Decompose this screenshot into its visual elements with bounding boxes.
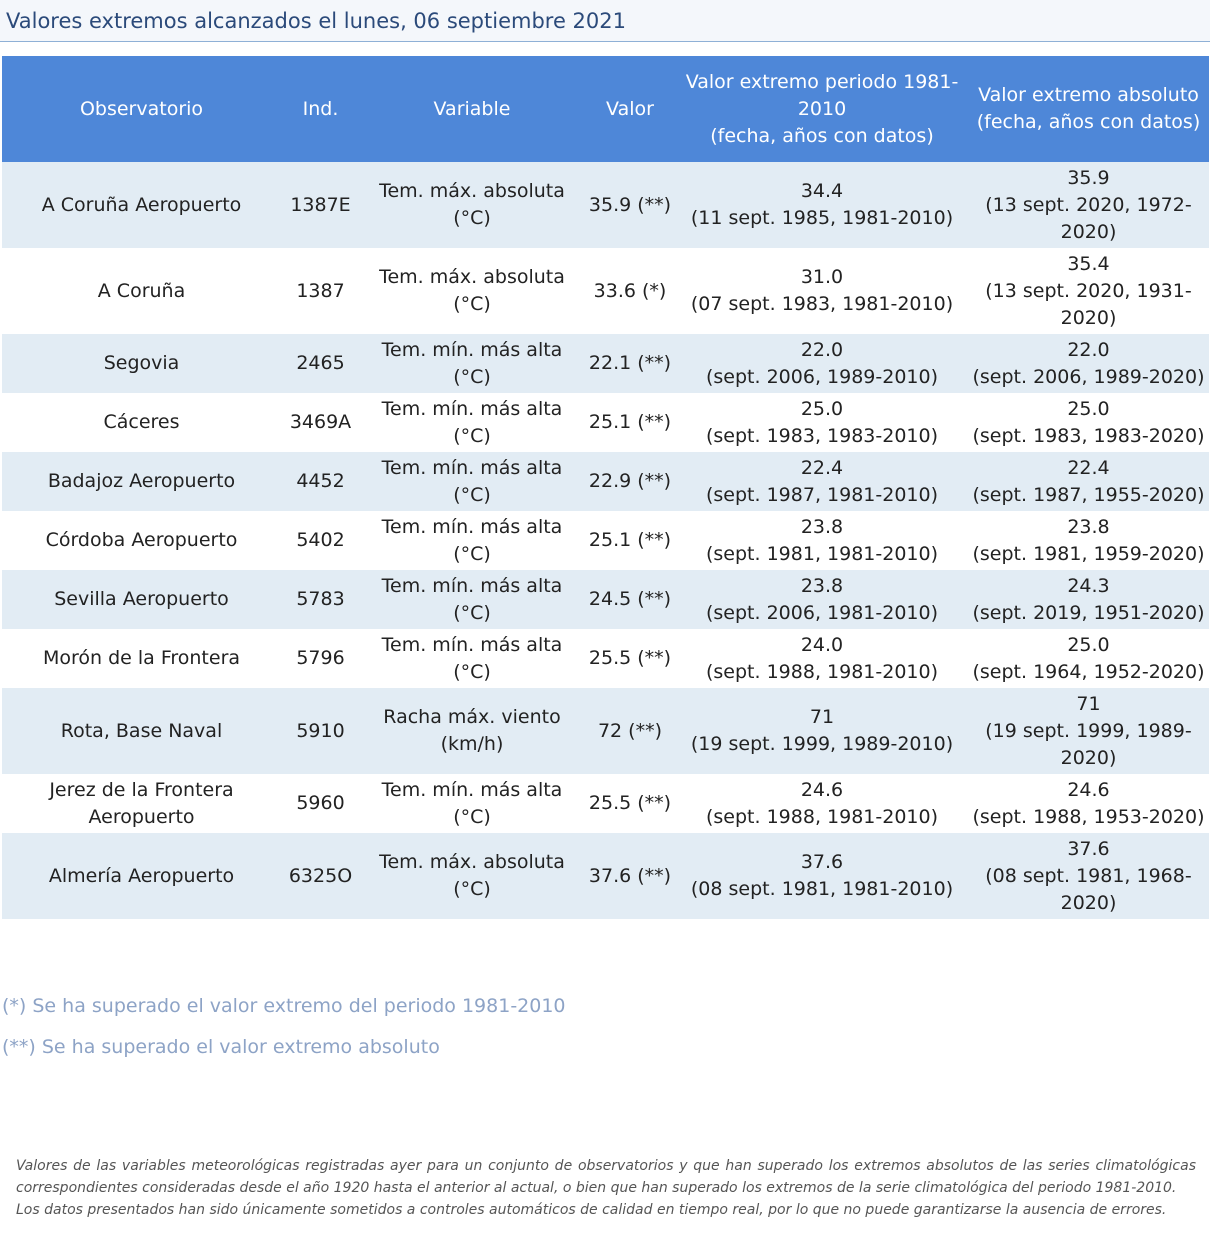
absoluto-fecha: (13 sept. 2020, 1931-2020) <box>985 279 1192 329</box>
cell-observatorio: Jerez de la Frontera Aeropuerto <box>49 778 234 828</box>
cell-extremo-absoluto <box>968 511 1209 570</box>
extremes-table <box>2 56 1209 919</box>
absoluto-valor: 24.3 <box>1067 574 1110 597</box>
absoluto-fecha: (sept. 1981, 1959-2020) <box>972 542 1205 565</box>
cell-observatorio: Badajoz Aeropuerto <box>2 452 281 511</box>
cell-extremo-absoluto <box>968 162 1209 248</box>
cell-valor: 22.1 (**) <box>584 334 676 393</box>
table-row <box>2 688 1209 774</box>
periodo-valor: 23.8 <box>800 515 844 538</box>
table-row <box>2 511 1209 570</box>
notes <box>2 995 566 1077</box>
periodo-valor: 34.4 <box>800 180 844 202</box>
periodo-fecha: (19 sept. 1999, 1989-2010) <box>690 733 954 755</box>
cell-ind: 6325O <box>281 833 360 919</box>
header-observatorio: Observatorio <box>2 56 281 162</box>
cell-ind: 5783 <box>281 570 360 629</box>
cell-variable: Tem. mín. más alta (°C) <box>381 515 563 565</box>
periodo-fecha: (11 sept. 1985, 1981-2010) <box>690 207 954 229</box>
cell-variable: Racha máx. viento (km/h) <box>360 688 584 774</box>
cell-ind: 5796 <box>296 647 345 669</box>
absoluto-fecha: (13 sept. 2020, 1972-2020) <box>985 193 1192 243</box>
cell-valor: 22.9 (**) <box>584 452 676 511</box>
cell-observatorio: Cáceres <box>103 411 180 433</box>
absoluto-valor: 25.0 <box>1067 397 1110 420</box>
cell-extremo-periodo <box>676 570 968 629</box>
periodo-valor: 22.0 <box>800 338 844 361</box>
cell-extremo-absoluto <box>968 393 1209 452</box>
title-bar <box>0 0 1210 42</box>
periodo-fecha: (sept. 1981, 1981-2010) <box>706 542 938 565</box>
header-extremo-periodo-sub: (fecha, años con datos) <box>710 124 934 147</box>
cell-ind: 3469A <box>289 411 352 433</box>
cell-valor: 37.6 (**) <box>584 833 676 919</box>
header-valor: Valor <box>584 56 676 162</box>
cell-valor: 33.6 (*) <box>593 279 667 302</box>
absoluto-valor: 37.6 <box>1067 837 1110 860</box>
periodo-valor: 31.0 <box>800 266 844 288</box>
periodo-valor: 22.4 <box>800 456 844 479</box>
absoluto-valor: 35.9 <box>1067 166 1110 189</box>
cell-variable: Tem. mín. más alta (°C) <box>360 452 584 511</box>
periodo-fecha: (08 sept. 1981, 1981-2010) <box>690 878 954 900</box>
table-row <box>2 162 1209 248</box>
absoluto-fecha: (sept. 1988, 1953-2020) <box>972 805 1205 828</box>
periodo-fecha: (sept. 2006, 1981-2010) <box>706 601 938 624</box>
cell-variable: Tem. mín. más alta (°C) <box>381 778 563 828</box>
periodo-valor: 37.6 <box>800 851 844 873</box>
cell-ind: 1387 <box>296 279 345 302</box>
table-row <box>2 833 1209 919</box>
cell-observatorio: Rota, Base Naval <box>2 688 281 774</box>
cell-valor: 24.5 (**) <box>584 570 676 629</box>
cell-variable: Tem. mín. más alta (°C) <box>360 570 584 629</box>
absoluto-valor: 24.6 <box>1067 778 1110 801</box>
header-extremo-absoluto-sub: (fecha, años con datos) <box>976 111 1201 133</box>
note-periodo: (*) Se ha superado el valor extremo del periodo 1981-2010 <box>2 995 566 1017</box>
header-extremo-periodo-label: Valor extremo periodo 1981-2010 <box>685 70 959 120</box>
cell-ind: 5960 <box>296 792 345 814</box>
footer-text-2: Los datos presentados han sido únicamente sometidos a controles automáticos de calidad en tiempo real, por lo que no puede garantizarse la ausencia de errores. <box>16 1202 1167 1218</box>
table-row <box>2 570 1209 629</box>
cell-ind: 5910 <box>281 688 360 774</box>
cell-valor: 25.5 (**) <box>588 792 672 814</box>
footer-disclaimer <box>16 1155 1196 1221</box>
cell-extremo-periodo <box>676 452 968 511</box>
absoluto-fecha: (sept. 1983, 1983-2020) <box>972 424 1205 447</box>
periodo-fecha: (sept. 2006, 1989-2010) <box>706 365 938 388</box>
cell-extremo-absoluto <box>968 688 1209 774</box>
cell-observatorio: A Coruña Aeropuerto <box>2 162 281 248</box>
cell-extremo-periodo <box>676 511 968 570</box>
cell-extremo-periodo <box>676 393 968 452</box>
cell-variable: Tem. máx. absoluta (°C) <box>360 833 584 919</box>
cell-extremo-periodo <box>676 688 968 774</box>
cell-ind: 5402 <box>296 529 345 551</box>
cell-valor: 25.1 (**) <box>588 529 672 551</box>
table-header-row <box>2 56 1209 162</box>
cell-observatorio: Córdoba Aeropuerto <box>45 529 238 551</box>
periodo-valor: 24.0 <box>800 633 844 656</box>
cell-variable: Tem. mín. más alta (°C) <box>381 397 563 447</box>
cell-extremo-absoluto <box>968 334 1209 393</box>
header-extremo-absoluto-label: Valor extremo absoluto <box>978 84 1199 106</box>
cell-extremo-periodo <box>676 248 968 334</box>
cell-valor: 25.5 (**) <box>588 647 672 669</box>
note-absoluto: (**) Se ha superado el valor extremo absoluto <box>2 1036 440 1058</box>
header-ind: Ind. <box>281 56 360 162</box>
page-title: Valores extremos alcanzados el lunes, 06 septiembre 2021 <box>6 8 627 33</box>
cell-observatorio: Sevilla Aeropuerto <box>2 570 281 629</box>
periodo-fecha: (sept. 1988, 1981-2010) <box>706 805 938 828</box>
absoluto-valor: 22.4 <box>1067 456 1110 479</box>
absoluto-valor: 22.0 <box>1067 338 1110 361</box>
table-row <box>2 629 1209 688</box>
cell-extremo-periodo <box>676 833 968 919</box>
cell-extremo-periodo <box>676 162 968 248</box>
absoluto-fecha: (19 sept. 1999, 1989-2020) <box>985 719 1192 769</box>
table-row <box>2 774 1209 833</box>
absoluto-valor: 25.0 <box>1067 633 1110 656</box>
footer-text-1: Valores de las variables meteorológicas registradas ayer para un conjunto de observatorios y que han superado los extremos absolutos de las series climatológicas correspondientes consideradas desde el año 1920 hasta el anterior al actual, o bien que han superado los extremos de la serie climatológica del periodo 1981-2010. <box>16 1158 1196 1196</box>
cell-valor: 25.1 (**) <box>588 411 672 433</box>
cell-extremo-absoluto <box>968 833 1209 919</box>
cell-observatorio: Segovia <box>2 334 281 393</box>
cell-variable: Tem. mín. más alta (°C) <box>360 334 584 393</box>
cell-ind: 1387E <box>281 162 360 248</box>
periodo-valor: 24.6 <box>800 778 844 801</box>
absoluto-fecha: (sept. 2019, 1951-2020) <box>972 601 1205 624</box>
periodo-fecha: (07 sept. 1983, 1981-2010) <box>690 293 954 315</box>
periodo-fecha: (sept. 1988, 1981-2010) <box>706 660 938 683</box>
cell-extremo-absoluto <box>968 629 1209 688</box>
table-row <box>2 248 1209 334</box>
absoluto-fecha: (sept. 1987, 1955-2020) <box>972 483 1205 506</box>
cell-valor: 35.9 (**) <box>584 162 676 248</box>
absoluto-valor: 35.4 <box>1067 252 1110 275</box>
cell-extremo-absoluto <box>968 570 1209 629</box>
cell-extremo-absoluto <box>968 248 1209 334</box>
absoluto-fecha: (08 sept. 1981, 1968-2020) <box>985 864 1192 914</box>
cell-observatorio: Morón de la Frontera <box>42 647 241 669</box>
absoluto-fecha: (sept. 2006, 1989-2020) <box>972 365 1205 388</box>
header-extremo-absoluto <box>968 56 1209 162</box>
cell-ind: 2465 <box>281 334 360 393</box>
cell-valor: 72 (**) <box>584 688 676 774</box>
header-variable: Variable <box>360 56 584 162</box>
periodo-fecha: (sept. 1983, 1983-2010) <box>706 424 938 447</box>
periodo-valor: 71 <box>809 706 835 728</box>
cell-variable: Tem. mín. más alta (°C) <box>381 633 563 683</box>
cell-extremo-absoluto <box>968 774 1209 833</box>
header-extremo-periodo <box>676 56 968 162</box>
table-row <box>2 334 1209 393</box>
cell-extremo-absoluto <box>968 452 1209 511</box>
absoluto-valor: 71 <box>1076 692 1101 715</box>
cell-extremo-periodo <box>676 334 968 393</box>
periodo-valor: 23.8 <box>800 574 844 597</box>
periodo-valor: 25.0 <box>800 397 844 420</box>
cell-variable: Tem. máx. absoluta (°C) <box>360 162 584 248</box>
cell-extremo-periodo <box>676 629 968 688</box>
absoluto-valor: 23.8 <box>1067 515 1110 538</box>
periodo-fecha: (sept. 1987, 1981-2010) <box>706 483 938 506</box>
absoluto-fecha: (sept. 1964, 1952-2020) <box>972 660 1205 683</box>
cell-ind: 4452 <box>281 452 360 511</box>
cell-variable: Tem. máx. absoluta (°C) <box>379 266 565 315</box>
cell-extremo-periodo <box>676 774 968 833</box>
cell-observatorio: Almería Aeropuerto <box>2 833 281 919</box>
table-row <box>2 393 1209 452</box>
table-row <box>2 452 1209 511</box>
cell-observatorio: A Coruña <box>97 279 186 302</box>
